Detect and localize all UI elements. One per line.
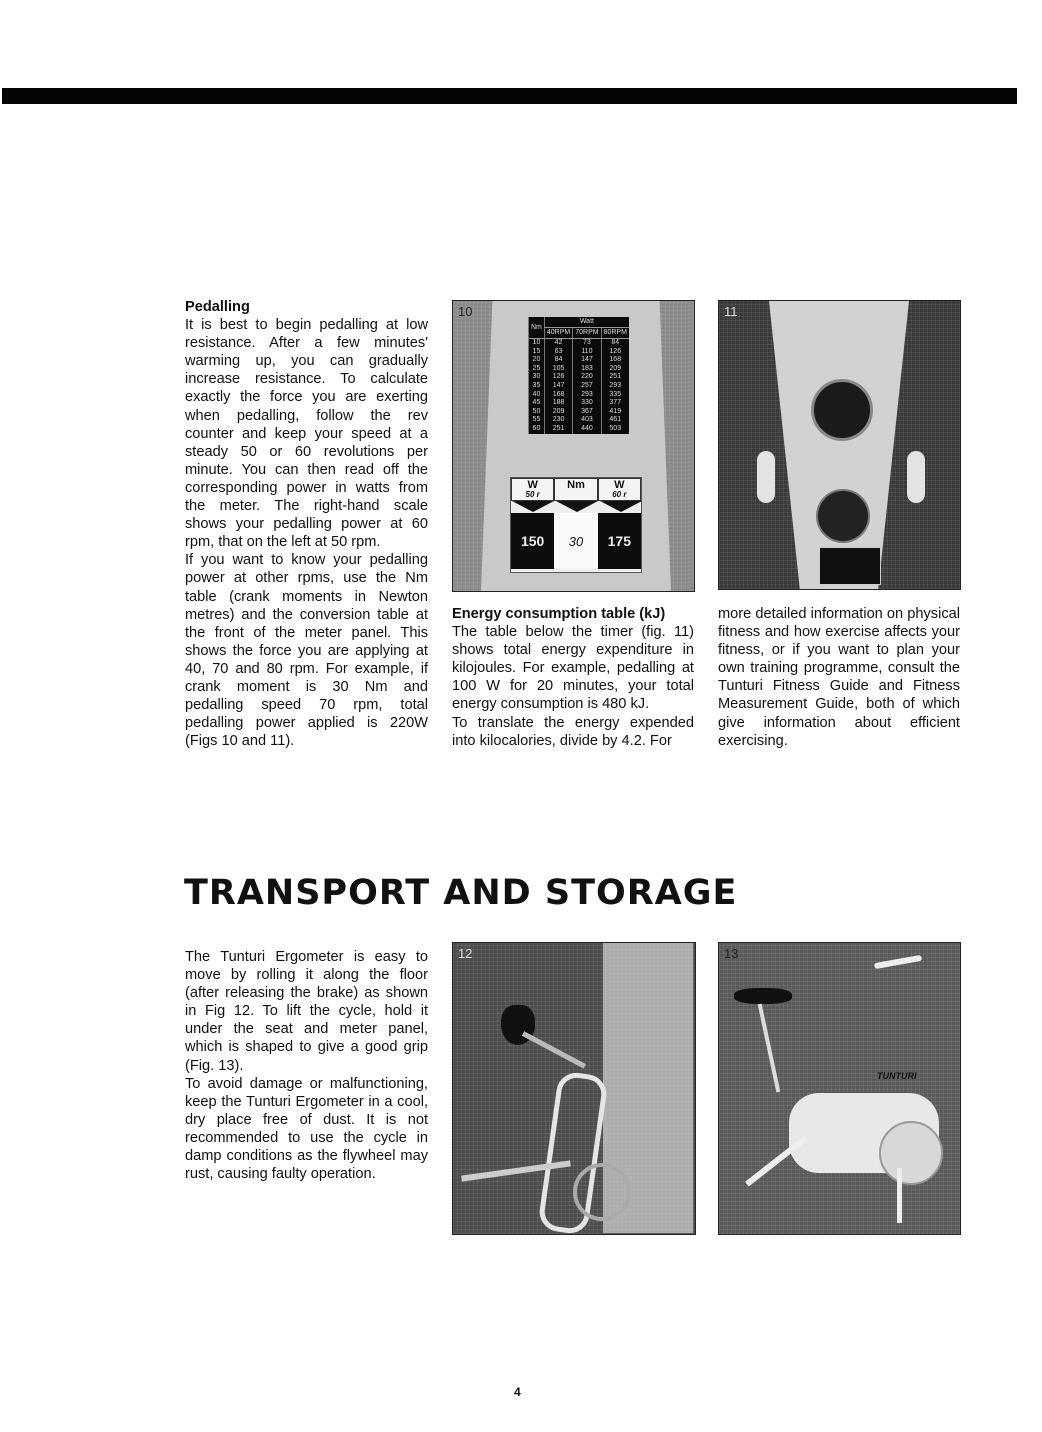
figure-number: 13 xyxy=(724,946,739,961)
table-cell: 209 xyxy=(544,408,572,417)
table-row xyxy=(529,356,629,365)
table-row xyxy=(529,365,629,374)
pedalling-paragraph-1: It is best to begin pedalling at low resistance. After a few minutes' warming up, you can gradually increase resistance. To calculate exactly the force you are exerting when pedalling, follow the rev counter and keep your speed at a steady 50 or 60 revolutions per minute. You can then read off the corresponding power in watts from the meter. The right-hand scale shows your pedalling power at 60 rpm, that on the left at 50 rpm. xyxy=(185,317,428,551)
table-cell: 403 xyxy=(573,416,601,425)
transport-storage-heading: TRANSPORT AND STORAGE xyxy=(184,873,738,913)
table-cell: 105 xyxy=(544,365,572,374)
rpm40-header: 40RPM xyxy=(544,328,572,339)
table-cell: 147 xyxy=(544,382,572,391)
table-row xyxy=(529,391,629,400)
table-cell: 503 xyxy=(601,425,629,434)
nm-column-header: Nm xyxy=(529,317,545,339)
left-scale-header: W 50 r xyxy=(511,478,554,501)
energy-continued-paragraph: more detailed information on physical fitness and how exercise affects your fitness, or if you want to plan your own training programme, consult the Tunturi Fitness Guide and Fitness Measurement Guide, both of which give information about efficient exercising. xyxy=(718,606,960,749)
figure-number: 12 xyxy=(458,946,473,961)
brand-label: TUNTURI xyxy=(877,1071,917,1081)
rear-leg-shape xyxy=(897,1168,902,1223)
table-cell: 20 xyxy=(529,356,545,365)
flywheel-icon xyxy=(573,1163,631,1221)
table-cell: 251 xyxy=(544,425,572,434)
speedometer-dial-icon xyxy=(811,379,873,441)
watt-group-header: Watt xyxy=(544,317,629,328)
transport-section xyxy=(185,948,428,1183)
table-cell: 330 xyxy=(573,399,601,408)
right-scale-header: W 60 r xyxy=(598,478,641,501)
table-row xyxy=(529,399,629,408)
table-row xyxy=(529,408,629,417)
table-cell: 42 xyxy=(544,339,572,348)
table-cell: 110 xyxy=(573,348,601,357)
table-row xyxy=(529,382,629,391)
handlebar-icon xyxy=(874,955,922,969)
table-cell: 25 xyxy=(529,365,545,374)
left-scale-value: 150 xyxy=(511,513,554,569)
table-cell: 84 xyxy=(601,339,629,348)
pedalling-section xyxy=(185,298,428,750)
table-cell: 126 xyxy=(544,373,572,382)
table-cell: 50 xyxy=(529,408,545,417)
energy-heading: Energy consumption table (kJ) xyxy=(452,606,666,622)
seat-post-shape xyxy=(758,1004,781,1093)
mid-scale-header: Nm xyxy=(554,478,597,501)
timer-dial-icon xyxy=(816,489,870,543)
energy-table-plate xyxy=(819,547,881,585)
table-cell: 419 xyxy=(601,408,629,417)
rpm80-header: 80RPM xyxy=(601,328,629,339)
table-cell: 461 xyxy=(601,416,629,425)
table-cell: 168 xyxy=(601,356,629,365)
table-row xyxy=(529,339,629,348)
transport-paragraph-2: To avoid damage or malfunctioning, keep the Tunturi Ergometer in a cool, dry place free of dust. It is not recommended to use the cycle in damp conditions as the flywheel may rust, causing faulty operation. xyxy=(185,1075,428,1183)
table-cell: 126 xyxy=(601,348,629,357)
table-cell: 30 xyxy=(529,373,545,382)
figure-13-lifting-cycle xyxy=(718,942,961,1235)
table-cell: 55 xyxy=(529,416,545,425)
rpm70-header: 70RPM xyxy=(573,328,601,339)
table-cell: 367 xyxy=(573,408,601,417)
left-wheel-icon xyxy=(757,451,775,503)
table-row xyxy=(529,373,629,382)
figure-11-console xyxy=(718,300,961,590)
table-cell: 188 xyxy=(544,399,572,408)
nm-conversion-table xyxy=(528,317,629,434)
header-rule xyxy=(2,88,1017,104)
table-cell: 257 xyxy=(573,382,601,391)
pedalling-paragraph-2: If you want to know your pedalling power at other rpms, use the Nm table (crank moments in Newton metres) and the conversion table at the front of the meter panel. This shows the force you are applying at 40, 70 and 80 rpm. For example, if crank moment is 30 Nm and pedalling speed 70 rpm, total pedalling power applied is 220W (Figs 10 and 11). xyxy=(185,552,428,750)
table-cell: 440 xyxy=(573,425,601,434)
energy-continued-section xyxy=(718,605,960,750)
table-cell: 84 xyxy=(544,356,572,365)
table-cell: 209 xyxy=(601,365,629,374)
table-cell: 251 xyxy=(601,373,629,382)
energy-paragraph-2: To translate the energy expended into kilocalories, divide by 4.2. For xyxy=(452,714,694,749)
table-cell: 220 xyxy=(573,373,601,382)
table-cell: 230 xyxy=(544,416,572,425)
energy-section xyxy=(452,605,694,750)
flywheel-icon xyxy=(879,1121,943,1185)
right-wheel-icon xyxy=(907,451,925,503)
table-row xyxy=(529,348,629,357)
figure-number: 11 xyxy=(724,304,738,319)
watt-meter-scale xyxy=(510,477,642,573)
figure-12-rolling-cycle xyxy=(452,942,696,1235)
mid-scale-value: 30 xyxy=(554,513,597,569)
right-scale-value: 175 xyxy=(598,513,641,569)
pedalling-heading: Pedalling xyxy=(185,299,250,315)
pointer-arrows xyxy=(511,501,641,513)
table-cell: 40 xyxy=(529,391,545,400)
table-cell: 10 xyxy=(529,339,545,348)
table-cell: 35 xyxy=(529,382,545,391)
seat-post-shape xyxy=(522,1031,586,1068)
transport-paragraph-1: The Tunturi Ergometer is easy to move by rolling it along the floor (after releasing the brake) as shown in Fig 12. To lift the cycle, hold it under the seat and meter panel, which is shaped to give a good grip (Fig. 13). xyxy=(185,949,428,1074)
table-row xyxy=(529,425,629,434)
table-row xyxy=(529,416,629,425)
table-cell: 183 xyxy=(573,365,601,374)
saddle-icon xyxy=(734,988,792,1004)
table-cell: 63 xyxy=(544,348,572,357)
table-cell: 293 xyxy=(573,391,601,400)
table-cell: 15 xyxy=(529,348,545,357)
figure-10-meter-panel xyxy=(452,300,695,592)
table-cell: 147 xyxy=(573,356,601,365)
table-cell: 335 xyxy=(601,391,629,400)
table-cell: 45 xyxy=(529,399,545,408)
table-cell: 377 xyxy=(601,399,629,408)
page-number: 4 xyxy=(514,1385,521,1399)
console-body xyxy=(769,301,909,589)
energy-paragraph-1: The table below the timer (fig. 11) shows total energy expenditure in kilojoules. For example, pedalling at 100 W for 20 minutes, your total energy consumption is 480 kJ. xyxy=(452,624,694,713)
table-cell: 168 xyxy=(544,391,572,400)
figure-number: 10 xyxy=(458,304,473,319)
table-cell: 293 xyxy=(601,382,629,391)
table-cell: 73 xyxy=(573,339,601,348)
table-cell: 60 xyxy=(529,425,545,434)
